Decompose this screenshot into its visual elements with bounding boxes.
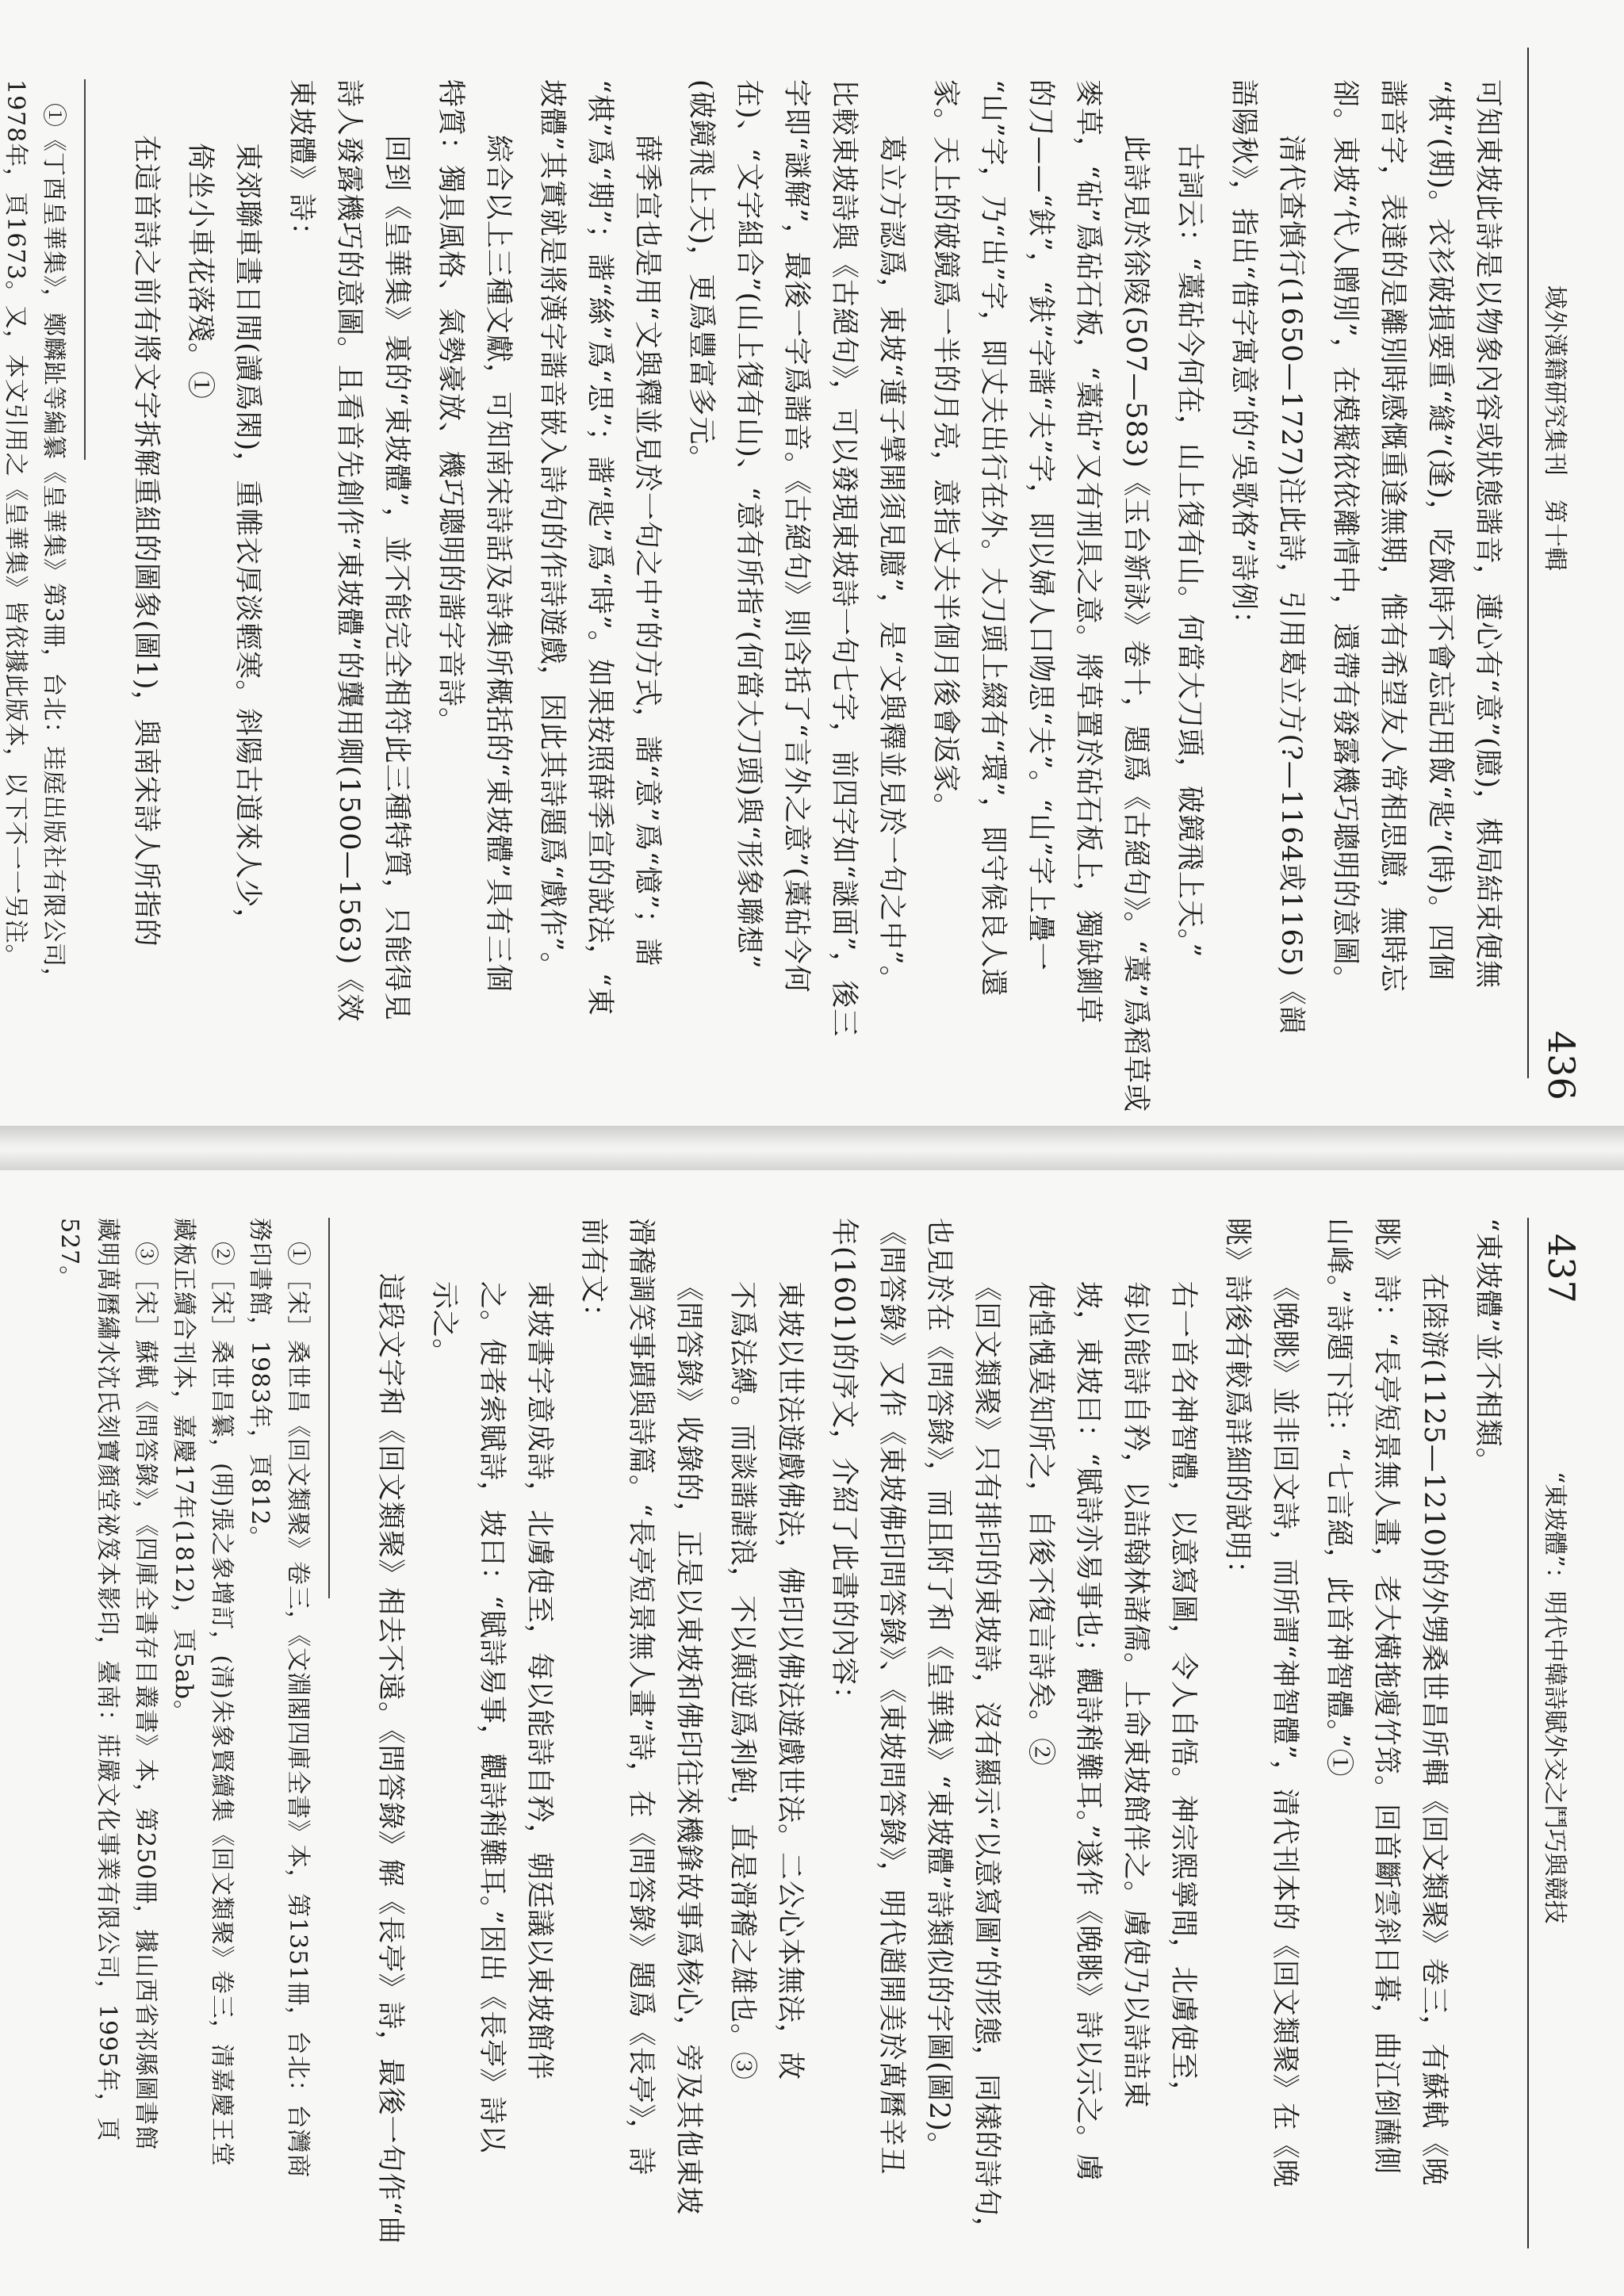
text-line: “山”字，乃“出”字，即丈夫出行在外。大刀頭上綴有“環”，即守候良人還: [977, 79, 1009, 997]
text-line: 清代查慎行(1650—1727)注此詩，引用葛立方(?—1164或1165)《韻: [1275, 135, 1307, 1035]
quote-line: 示之。: [428, 1281, 460, 1368]
text-line: 卻。東坡“代人贈別”，在模擬依依離情中，還帶有發露機巧聰明的意圖。: [1329, 79, 1361, 994]
text-line: 坡體”其實就是將漢字諧音嵌入詩句的作詩遊戲，因此其詩題爲“戲作”。: [536, 79, 568, 981]
footnote-line: ①《丁酉皇華集》，鄭麟趾等編纂《皇華集》第3冊，台北：珪庭出版社有限公司，: [40, 103, 67, 993]
footnote-line: 藏明萬曆繡水沈氏刻寶顏堂祕笈本影印，臺南：莊嚴文化事業有限公司，1995年，頁: [94, 1218, 121, 2142]
text-line: “東坡體”並不相類。: [1472, 1218, 1503, 1476]
text-line: 麥草，“砧”爲砧石板，“藁砧”又有刑具之意。將草置於砧石板上，獨缺鍘草: [1072, 79, 1104, 1024]
running-head: “東坡體”：明代中韓詩賦外交之鬥巧與競技: [1541, 1471, 1568, 1924]
text-line: “棋”爲“期”；諧“絲”爲“思”；諧“匙”爲“時”。如果按照薛季宣的說法，“東: [584, 79, 615, 1016]
footnote-rule: [84, 79, 86, 460]
text-line: 滑稽調笑事蹟與詩篇。“長亭短景無人畫”詩，在《問答錄》題爲《長亭》，詩: [625, 1218, 657, 2176]
text-line: (破鏡飛上天)，更爲豐富多元。: [685, 79, 717, 474]
footnote-rule: [328, 1218, 330, 1598]
right-page: [0, 1170, 1624, 2296]
quote-line: 古詞云：“藁砧今何在，山上復有山。何當大刀頭，破鏡飛上天。”: [1174, 143, 1205, 959]
text-line: 山峰。”詩題下注：“七言絕，此首神智體。”①: [1323, 1218, 1354, 1777]
text-line: 在)、“文字組合”(山上復有山)、“意有所指”(何當大刀頭)與“形象聯想”: [733, 79, 764, 970]
text-line: 此詩見於徐陵(507—583)《玉台新詠》卷十，題爲《古絕句》。“藁”爲稻草或: [1120, 135, 1151, 1113]
quote-line: 東郊聯車晝日閒(讀爲閑)，重帷衣厚淡輕寒。斜陽古道來人少，: [232, 143, 263, 937]
text-line: 東坡體》詩：: [285, 79, 317, 251]
left-page: [0, 0, 1624, 1126]
quote-line: 右一首名神智體，以意寫圖，令人自悟。神宗熙寧間，北虜使至，: [1167, 1281, 1199, 2110]
text-line: 《回文類聚》只有排印的東坡詩，沒有顯示“以意寫圖”的形態，同樣的詩句，: [971, 1273, 1002, 2245]
book-gutter: [0, 1126, 1624, 1170]
footnote-line: 務印書館，1983年，頁812。: [246, 1218, 274, 1551]
running-head: 域外漢籍研究集刊 第十輯: [1541, 285, 1568, 571]
footnote-line: 藏板正續合刊本，嘉慶17年(1812)，頁5ab。: [170, 1218, 197, 1725]
text-line: “棋”(期)。衣衫破損要重“縫”(逢)，吃飯時不會忘記用飯“匙”(時)。四個: [1424, 79, 1456, 982]
quote-line: 之。使者索賦詩，坡曰：“賦詩易事，觀詩稍難耳。”因出《長亭》詩以: [476, 1281, 508, 2154]
text-line: 前有文：: [577, 1218, 609, 1333]
quote-line: 不爲法縛。而談諧謔浪，不以顛逆爲利鈍，直是滑稽之雄也。③: [726, 1281, 758, 2081]
text-line: 字即“謎解”，最後一字爲諧音。《古絕句》則含括了“言外之意”(藁砧今何: [780, 79, 812, 993]
footnote-line: ③［宋］蘇軾《問答錄》，《四庫全書存目叢書》本，第250冊，據山西省祁縣圖書館: [132, 1242, 159, 2151]
text-line: 葛立方認爲，東坡“蓮子擘開須見臆”，是“文與釋並見於一句之中”。: [875, 135, 907, 994]
text-line: 綜合以上三種文獻，可知南宋詩話及詩集所概括的“東坡體”具有三個: [482, 135, 514, 993]
text-line: 語陽秋》，指出“借字寓意”的“吳歌格”詩例：: [1228, 79, 1259, 640]
quote-line: 使惶愧莫知所之，自後不復言詩矣。②: [1025, 1281, 1056, 1767]
header-rule: [1527, 1218, 1529, 2248]
text-line: 也見於在《問答錄》，而且附了和《皇華集》“東坡體”詩類似的字圖(圖2)。: [923, 1218, 955, 2160]
text-line: 眺》詩：“長亭短景無人畫，老大橫拖瘦竹筇。回首斷雲斜日暮，曲江倒蘸側: [1370, 1218, 1402, 2175]
text-line: 眺》詩後有較爲詳細的說明：: [1221, 1218, 1253, 1590]
text-line: 在這首詩之前有將文字拆解重組的圖象(圖1)，與南宋詩人所指的: [130, 135, 162, 947]
footnote-line: ①［宋］桑世昌《回文類聚》卷三，《文淵閣四庫全書》本，第1351冊，台北：台灣商: [284, 1242, 312, 2179]
quote-line: 東坡書字意成詩，北虜使至，每以能詩自矜，朝廷議以東坡館伴: [523, 1281, 555, 2081]
text-line: 《問答錄》收錄的，正是以東坡和佛印往來機鋒故事爲核心，旁及其他東坡: [672, 1273, 704, 2216]
quote-line: 坡，東坡曰：“賦詩亦易事也；觀詩稍難耳。”遂作《晚眺》詩以示之。虜: [1072, 1281, 1104, 2183]
page-number: 436: [1540, 1031, 1583, 1100]
page-number: 437: [1540, 1234, 1583, 1303]
text-line: 回到《皇華集》裏的“東坡體”，並不能完全相符此三種特質，只能得見: [381, 135, 412, 1021]
text-line: 《晚眺》並非回文詩，而所謂“神智體”，清代刊本的《回文類聚》在《晚: [1269, 1273, 1300, 2188]
text-line: 詩人發露機巧的意圖。且看首先創作“東坡體”的龔用卿(1500—1563)《效: [333, 79, 365, 1023]
text-line: 特質：獨具風格、氣勢豪放、機巧聰明的諧字音詩。: [435, 79, 466, 737]
text-line: 家。天上的破鏡爲一半的月亮，意指丈夫半個月後會返家。: [929, 79, 961, 822]
text-line: 年(1601)的序文，介紹了此書的內容：: [828, 1218, 860, 1715]
text-line: 諧音字，表達的是離別時感慨重逢無期，惟有希望友人常相思臆，無時忘: [1377, 79, 1408, 993]
text-line: 在陸游(1125—1210)的外甥桑世昌所輯《回文類聚》卷三，有蘇軾《晚: [1418, 1273, 1450, 2187]
footnote-line: 1978年，頁1673。又，本文引用之《皇華集》皆依據此版本，以下不一一另注。: [2, 79, 29, 969]
footnote-line: ②［宋］桑世昌纂，(明)張之象增訂，(清)朱象賢續集《回文類聚》卷三，清嘉慶王堂: [208, 1242, 236, 2167]
text-line: 的刀——“鈇”，“鈇”字諧“夫”字，即以婦人口吻思“夫”。“山”字上疊一: [1025, 79, 1056, 971]
text-line: 這段文字和《回文類聚》相去不遠。《問答錄》解《長亭》詩，最後一句作“曲: [374, 1273, 406, 2245]
text-line: 比較東坡詩與《古絕句》，可以發現東坡詩一句七字，前四字如“謎面”，後三: [828, 79, 860, 1038]
quote-line: 每以能詩自矜，以詰翰林諸儒。上命東坡館伴之。虜使乃以詩詰東: [1120, 1281, 1151, 2110]
quote-line: 倚坐小車花落殘。①: [184, 143, 216, 400]
header-rule: [1527, 48, 1529, 1078]
quote-line: 東坡以世法遊戲佛法，佛印以佛法遊戲世法。二公心本無法，故: [774, 1281, 806, 2081]
footnote-line: 527。: [56, 1218, 83, 1291]
text-line: 薛季宣也是用“文與釋並見於一句之中”的方式，諧“意”爲“憶”；諧: [631, 135, 663, 967]
text-line: 可知東坡此詩是以物象內容或狀態諧音，蓮心有“意”(臆)，棋局結束便無: [1472, 79, 1503, 989]
text-line: 《問答錄》又作《東坡佛印問答錄》、《東坡問答錄》，明代趙開美於萬曆辛丑: [875, 1218, 907, 2175]
